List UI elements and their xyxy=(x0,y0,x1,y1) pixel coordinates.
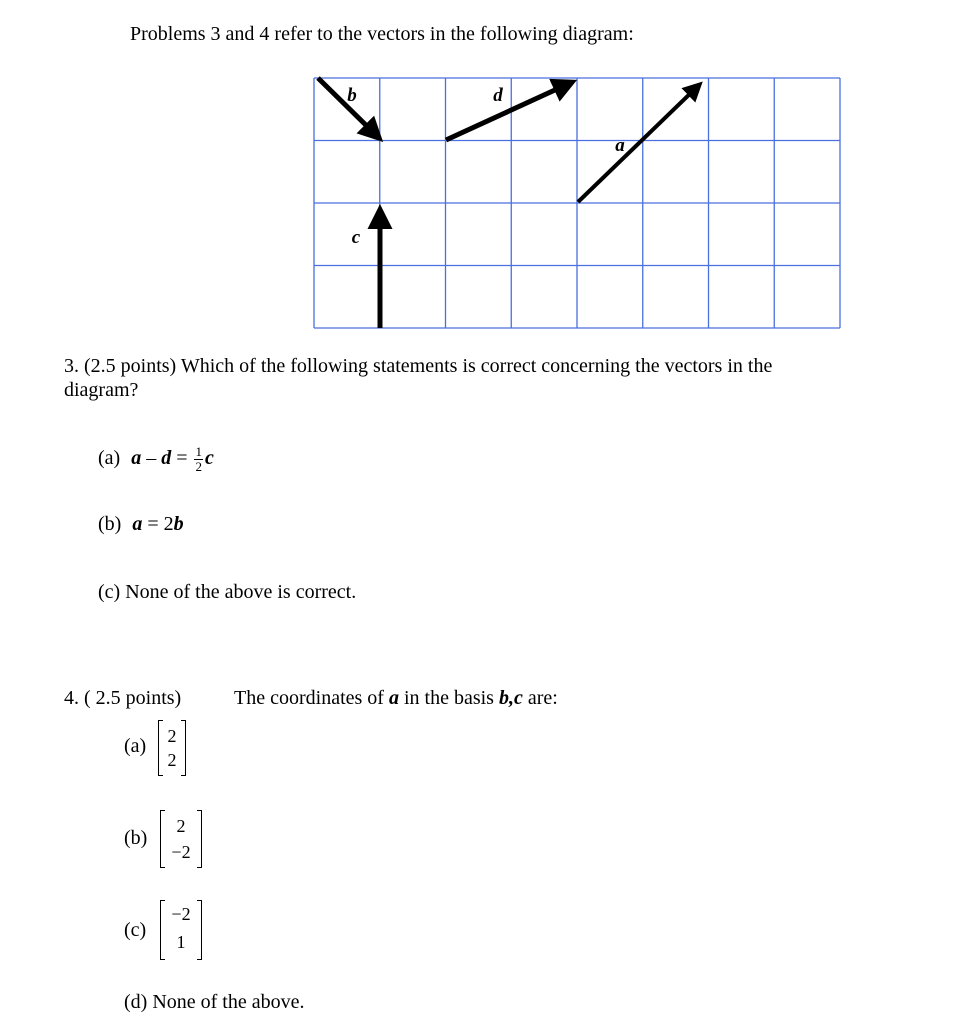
q3-option-a-var1: a xyxy=(131,447,142,469)
q4-statement-pre: The coordinates of xyxy=(234,687,384,709)
q4-option-c-matrix xyxy=(160,900,202,960)
q4-statement-a: a xyxy=(388,687,399,709)
vector-a-label: a xyxy=(615,135,625,156)
q4-option-a-top: 2 xyxy=(167,726,177,746)
q3-option-a-equals: = xyxy=(176,447,188,469)
q3-option-b xyxy=(98,512,184,536)
vector-d-arrow xyxy=(446,84,568,140)
q3-option-b-label: (b) xyxy=(98,513,122,535)
q3-option-a-fraction xyxy=(194,445,203,474)
q3-option-c: (c) None of the above is correct. xyxy=(98,581,357,603)
q3-option-b-coefficient: 2 xyxy=(163,513,174,535)
vector-diagram xyxy=(0,0,958,340)
q4-option-c-top: −2 xyxy=(171,904,191,924)
q4-option-b-bottom: −2 xyxy=(171,842,191,862)
q3-option-b-equals: = xyxy=(147,513,159,535)
vector-d-label: d xyxy=(493,85,503,106)
vector-a-arrow xyxy=(578,87,697,202)
q3-option-a-denominator: 2 xyxy=(195,458,202,474)
q3-prompt-line1: 3. (2.5 points) Which of the following statements is correct concerning the vectors in the xyxy=(64,355,773,377)
q4-option-b-label: (b) xyxy=(124,827,148,849)
q3-option-b-var2: b xyxy=(173,513,184,535)
matrix-right-bracket xyxy=(181,720,186,776)
grid xyxy=(314,78,840,328)
q4-statement-post: are: xyxy=(527,687,558,709)
q3-option-a-label: (a) xyxy=(98,447,121,469)
intro-text: Problems 3 and 4 refer to the vectors in the following diagram: xyxy=(130,23,634,45)
matrix-right-bracket xyxy=(197,900,202,960)
q3-option-a-minus: – xyxy=(146,447,157,469)
q3-option-a xyxy=(98,442,214,474)
q4-option-c-bottom: 1 xyxy=(176,932,186,952)
q4-option-a-matrix xyxy=(158,720,186,776)
q4-statement-basis: b,c xyxy=(498,687,523,709)
q4-option-b-matrix xyxy=(160,810,202,868)
q3-option-a-var2: d xyxy=(161,447,172,469)
q4-statement-mid: in the basis xyxy=(403,687,494,709)
q4-option-d: (d) None of the above. xyxy=(124,991,305,1013)
q3-option-b-var1: a xyxy=(132,513,143,535)
matrix-right-bracket xyxy=(197,810,202,868)
q4-option-c-label: (c) xyxy=(124,919,147,941)
q3-option-a-var3: c xyxy=(204,447,214,469)
q3-prompt-line2: diagram? xyxy=(64,379,139,401)
q4-option-a-bottom: 2 xyxy=(167,750,177,770)
q4-option-b-top: 2 xyxy=(176,816,186,836)
q3-option-a-numerator: 1 xyxy=(195,443,202,459)
q4-prefix: 4. ( 2.5 points) xyxy=(64,687,182,709)
q4-option-a-label: (a) xyxy=(124,735,147,757)
vector-b-label: b xyxy=(347,85,357,106)
q4-statement xyxy=(234,686,558,710)
vector-c-label: c xyxy=(351,227,361,248)
